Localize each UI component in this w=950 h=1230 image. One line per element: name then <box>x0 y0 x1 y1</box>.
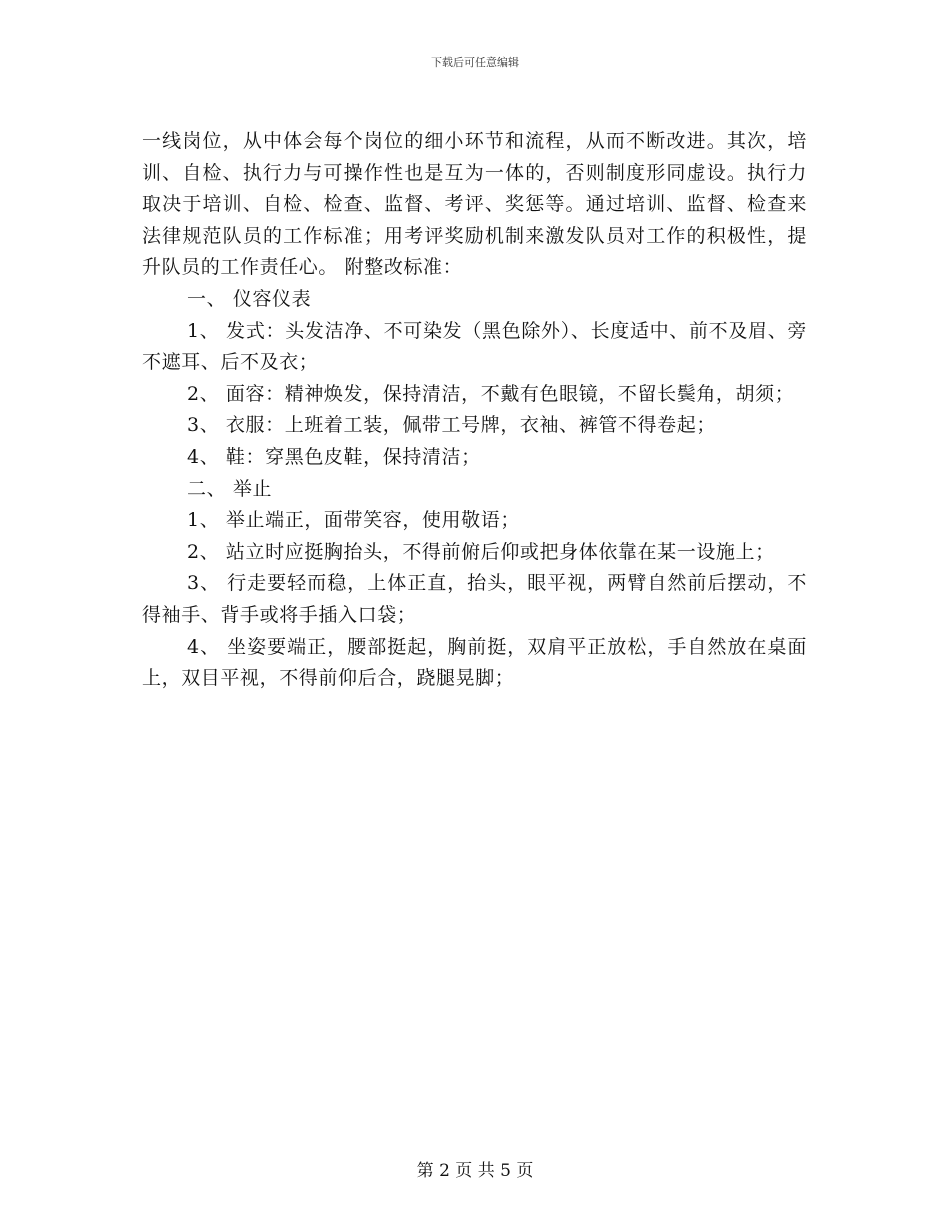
paragraph-intro: 一线岗位，从中体会每个岗位的细小环节和流程，从而不断改进。其次，培训、自检、执行力与可操作性也是互为一体的，否则制度形同虚设。执行力取决于培训、自检、检查、监督、考评、奖惩等。通过培训、监督、检查来法律规范队员的工作标准；用考评奖励机制来激发队员对工作的积极性，提升队员的工作责任心。 附整改标准： <box>142 130 807 279</box>
list-item-manner: 1、 举止端正，面带笑容，使用敬语； <box>187 509 520 532</box>
list-item-face: 2、 面容：精神焕发，保持清洁，不戴有色眼镜，不留长鬓角，胡须； <box>187 382 795 405</box>
page-number: 第 2 页 共 5 页 <box>416 1161 534 1181</box>
section-heading-appearance: 一、 仪容仪表 <box>187 287 312 310</box>
list-item-sitting: 4、 坐姿要端正，腰部挺起，胸前挺，双肩平正放松，手自然放在桌面上，双目平视，不得前仰后合，跷腿晃脚； <box>142 635 807 690</box>
list-item-hair: 1、 发式：头发洁净、不可染发（黑色除外）、长度适中、前不及眉、旁不遮耳、后不及衣； <box>142 319 807 374</box>
section-heading-behavior: 二、 举止 <box>187 477 273 500</box>
list-item-clothing: 3、 衣服：上班着工装，佩带工号牌，衣袖、裤管不得卷起； <box>187 414 716 437</box>
list-item-walking: 3、 行走要轻而稳，上体正直，抬头，眼平视，两臂自然前后摆动，不得袖手、背手或将手插入口袋； <box>142 572 807 626</box>
list-item-standing: 2、 站立时应挺胸抬头，不得前俯后仰或把身体依靠在某一设施上； <box>187 540 775 563</box>
page-header: 下载后可任意编辑 <box>431 56 519 69</box>
list-item-shoes: 4、 鞋：穿黑色皮鞋，保持清洁； <box>187 445 481 468</box>
document-body <box>142 126 807 695</box>
